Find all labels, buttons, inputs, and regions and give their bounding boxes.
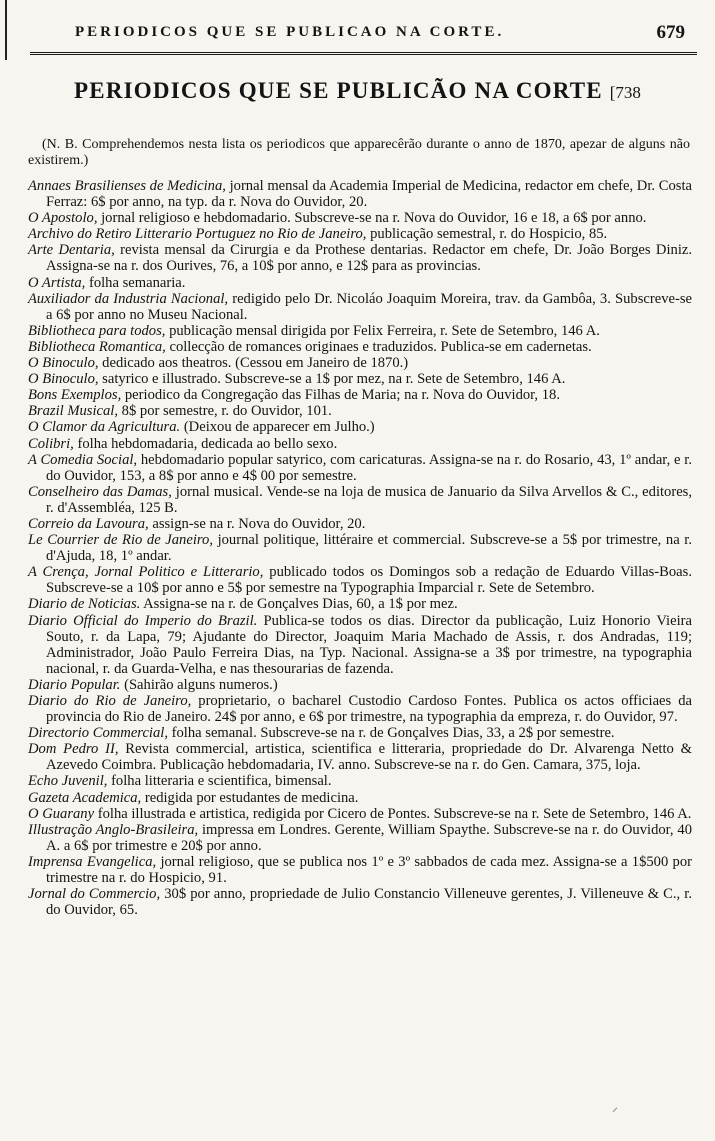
periodical-description: satyrico e illustrado. Subscreve-se a 1$ por mez, na r. Sete de Setembro, 146 A. <box>98 371 566 388</box>
periodical-name: Diario do Rio de Janeiro, <box>28 693 192 709</box>
periodical-description: proprietario, o bacharel Custodio Cardoso Fontes. Publica os actos officiaes da provincia do Rio de Janeiro. 24$ por anno, e 6$ por trimestre, na typographia da empreza, r. do Ouvidor, 97. <box>46 693 692 726</box>
periodical-description: publicação mensal dirigida por Felix Ferreira, r. Sete de Setembro, 146 A. <box>165 322 600 339</box>
periodical-description: publicado todos os Domingos sob a redação de Eduardo Villas-Boas. Subscreve-se a 10$ por anno e 5$ por semestre na Typographia Imparcial r. Sete de Setembro. <box>46 564 692 597</box>
list-item <box>28 806 692 822</box>
margin-rule <box>5 0 7 60</box>
list-item <box>28 854 692 886</box>
list-item <box>28 452 692 484</box>
list-item <box>28 226 692 242</box>
list-item <box>28 403 692 419</box>
list-item <box>28 242 692 274</box>
periodical-name: O Binoculo, <box>28 355 99 372</box>
periodical-description: jornal musical. Vende-se na loja de musica de Januario da Silva Arvellos & C., editores, r. d'Assembléa, 125 B. <box>46 483 693 516</box>
list-item <box>28 886 692 918</box>
periodical-name: Dom Pedro II, <box>28 741 119 758</box>
periodical-description: (Sahirão alguns numeros.) <box>120 676 278 693</box>
periodical-name: Diario de Noticias. <box>28 596 141 613</box>
periodical-description: publicação semestral, r. do Hospicio, 85. <box>366 226 608 243</box>
list-item <box>28 339 692 355</box>
list-item <box>28 741 692 773</box>
periodical-name: A Crença, Jornal Politico e Litterario, <box>28 564 264 581</box>
periodical-name: Annaes Brasilienses de Medicina, <box>28 178 226 194</box>
periodical-name: Diario Official do Imperio do Brazil. <box>28 612 258 629</box>
periodical-description: folha hebdomadaria, dedicada ao bello sexo. <box>73 435 338 452</box>
periodical-description: redigido pelo Dr. Nicoláo Joaquim Moreira, trav. da Gambôa, 3. Subscreve-se a 6$ por anno no Museu Nacional. <box>46 290 692 323</box>
periodical-name: Echo Juvenil, <box>28 773 108 790</box>
periodical-description: jornal religioso e hebdomadario. Subscreve-se na r. Nova do Ouvidor, 16 e 18, a 6$ por anno. <box>97 210 647 227</box>
periodical-name: O Apostolo, <box>28 210 98 227</box>
list-item <box>28 323 692 339</box>
list-item <box>28 484 692 516</box>
periodical-name: Brazil Musical, <box>28 403 118 420</box>
list-item <box>28 436 692 452</box>
list-item <box>28 822 692 854</box>
running-title: PERIODICOS QUE SE PUBLICAO NA CORTE. <box>75 24 505 40</box>
list-item <box>28 355 692 371</box>
section-title <box>0 78 715 104</box>
periodical-description: folha illustrada e artistica, redigida por Cicero de Pontes. Subscreve-se na r. Sete de Setembro, 146 A. <box>94 805 692 822</box>
periodical-description: assign-se na r. Nova do Ouvidor, 20. <box>148 515 366 532</box>
periodical-description: jornal religioso, que se publica nos 1º e 3º sabbados de cada mez. Assigna-se a 1$500 por trimestre na r. do Hospicio, 91. <box>46 853 693 887</box>
page-number: 679 <box>656 22 685 43</box>
list-item <box>28 371 692 387</box>
editorial-note: (N. B. Comprehendemos nesta lista os periodicos que apparecêrão durante o anno de 1870, apezar de alguns não existirem.) <box>28 137 690 169</box>
periodical-name: Le Courrier de Rio de Janeiro, <box>28 532 213 549</box>
periodical-name: A Comedia Social, <box>28 451 138 468</box>
list-item <box>28 291 692 323</box>
list-item <box>28 773 692 789</box>
periodical-description: folha litteraria e scientifica, bimensal. <box>107 773 332 790</box>
list-item <box>28 516 692 532</box>
periodical-description: jornal mensal da Academia Imperial de Medicina, redactor em chefe, Dr. Costa Ferraz: 6$ por anno, na typ. da r. Nova do Ouvidor, 20. <box>46 178 692 211</box>
periodical-description: (Deixou de apparecer em Julho.) <box>180 419 375 436</box>
list-item <box>28 596 692 612</box>
section-title-text: PERIODICOS QUE SE PUBLICÃO NA CORTE <box>74 78 603 103</box>
periodical-description: journal politique, littéraire et commercial. Subscreve-se a 5$ por trimestre, na r. d'Ajuda, 18, 1º andar. <box>46 532 693 565</box>
list-item <box>28 178 692 210</box>
list-item <box>28 693 692 725</box>
periodical-name: O Clamor da Agricultura. <box>28 419 181 436</box>
list-item <box>28 419 692 435</box>
periodical-description: hebdomadario popular satyrico, com caricaturas. Assigna-se na r. do Rosario, 43, 1º andar, e r. do Ouvidor, 153, a 8$ por anno e 4$ 00 por semestre. <box>46 451 692 484</box>
list-item <box>28 725 692 741</box>
list-item <box>28 387 692 403</box>
periodical-description: periodico da Congregação das Filhas de Maria; na r. Nova do Ouvidor, 18. <box>121 387 560 404</box>
list-item <box>28 275 692 291</box>
periodicals-list <box>28 178 692 918</box>
list-item <box>28 210 692 226</box>
periodical-name: Jornal do Commercio, <box>28 886 161 903</box>
periodical-name: Colibri, <box>28 435 74 452</box>
periodical-name: O Artista, <box>28 274 86 291</box>
periodical-name: Arte Dentaria, <box>28 242 115 259</box>
list-item <box>28 677 692 693</box>
periodical-name: Bons Exemplos, <box>28 387 122 404</box>
periodical-name: Imprensa Evangelica, <box>28 853 157 870</box>
periodical-name: O Guarany <box>28 805 95 822</box>
periodical-description: impressa em Londres. Gerente, William Spaythe. Subscreve-se na r. do Ouvidor, 40 A. a 6$ por trimestre e 20$ por anno. <box>46 821 692 854</box>
periodical-name: Illustração Anglo-Brasileira, <box>28 821 199 838</box>
periodical-description: Revista commercial, artistica, scientifica e litteraria, propriedade do Dr. Alvarenga Netto & Azevedo Coimbra. Publicação hebdomadaria, IV. anno. Subscreve-se na r. do Gen. Camara, 375, loja. <box>46 741 692 774</box>
list-item <box>28 564 692 596</box>
periodical-name: O Binoculo, <box>28 371 99 388</box>
running-header <box>30 22 697 55</box>
periodical-name: Bibliotheca Romantica, <box>28 338 166 355</box>
periodical-description: Assigna-se na r. de Gonçalves Dias, 60, a 1$ por mez. <box>140 596 458 613</box>
periodical-description: Publica-se todos os dias. Director da publicação, Luiz Honorio Vieira Souto, r. da Lapa, 79; Ajudante do Director, Joaquim Maria Machado de Assis, r. dos Andradas, 119; Administrador, João Paulo Ferreira Dias, na Typ. Nacional. Assigna-se a 3$ por trimestre, na typographia nacional, r. da Guarda-Velha, e nas thesourarias de fazenda. <box>46 612 692 677</box>
periodical-description: revista mensal da Cirurgia e da Prothese dentarias. Redactor em chefe, Dr. João Borges Diniz. Assigna-se na r. dos Ourives, 76, a 10$ por anno, e 12$ para as provincias. <box>46 242 692 275</box>
periodical-description: redigida por estudantes de medicina. <box>141 789 359 806</box>
section-count: [738 <box>609 83 641 102</box>
periodical-name: Auxiliador da Industria Nacional, <box>28 290 229 307</box>
stray-mark: ⸝ <box>612 1100 619 1114</box>
periodical-name: Gazeta Academica, <box>28 789 142 806</box>
periodical-description: dedicado aos theatros. (Cessou em Janeiro de 1870.) <box>98 355 409 372</box>
periodical-name: Archivo do Retiro Litterario Portuguez no Rio de Janeiro, <box>28 226 367 243</box>
periodical-name: Diario Popular. <box>28 676 121 693</box>
list-item <box>28 532 692 564</box>
periodical-description: 8$ por semestre, r. do Ouvidor, 101. <box>118 403 332 420</box>
periodical-name: Directorio Commercial, <box>28 725 168 742</box>
periodical-name: Correio da Lavoura, <box>28 515 149 532</box>
periodical-name: Conselheiro das Damas, <box>28 483 172 500</box>
periodical-description: collecção de romances originaes e traduzidos. Publica-se em cadernetas. <box>165 338 592 355</box>
periodical-description: folha semanaria. <box>85 274 186 291</box>
list-item <box>28 790 692 806</box>
list-item <box>28 613 692 677</box>
periodical-description: 30$ por anno, propriedade de Julio Constancio Villeneuve gerentes, J. Villeneuve & C., r. do Ouvidor, 65. <box>46 886 692 919</box>
periodical-name: Bibliotheca para todos, <box>28 322 166 339</box>
periodical-description: folha semanal. Subscreve-se na r. de Gonçalves Dias, 33, a 2$ por semestre. <box>167 725 615 742</box>
